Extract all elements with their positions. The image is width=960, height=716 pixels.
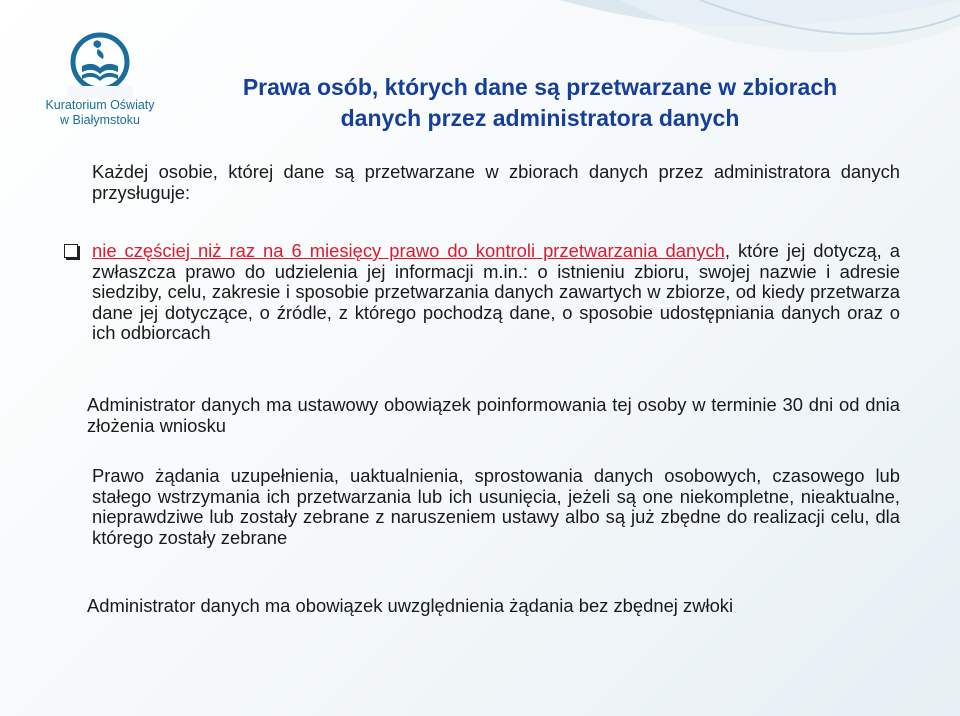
checkbox-bullet-icon: [64, 244, 78, 258]
logo-text-line2: w Białymstoku: [60, 113, 140, 127]
admin-final-paragraph: Administrator danych ma obowiązek uwzględnienia żądania bez zbędnej zwłoki: [87, 595, 734, 616]
page-title: [190, 72, 890, 134]
kuratorium-emblem-icon: [65, 32, 135, 98]
intro-paragraph: Każdej osobie, której dane są przetwarzane w zbiorach danych przez administratora danych przysługuje:: [92, 161, 900, 203]
bullet-item: [92, 241, 900, 344]
logo-text-line1: Kuratorium Oświaty: [45, 98, 155, 112]
rights-paragraph: Prawo żądania uzupełnienia, uaktualnienia, sprostowania danych osobowych, czasowego lub stałego wstrzymania ich przetwarzania lub ich usunięcia, jeżeli są one niekompletne, nieaktualne, nieprawdziwe lub zostały zebrane z naruszeniem ustawy albo są już zbędne do realizacji celu, dla którego zostały zebrane: [92, 465, 900, 548]
title-line2: danych przez administratora danych: [340, 105, 740, 131]
admin-duty-paragraph: Administrator danych ma ustawowy obowiązek poinformowania tej osoby w terminie 30 dni od dnia złożenia wniosku: [87, 394, 900, 436]
highlighted-right: nie częściej niż raz na 6 miesięcy prawo do kontroli przetwarzania danych: [92, 240, 725, 261]
logo: [30, 32, 170, 128]
item-rest-text: , które jej dotyczą, a zwłaszcza prawo do udzielenia jej informacji m.in.: o istnieniu zbioru, swojej nazwie i adresie siedziby, celu, zakresie i sposobie przetwarzania danych zawartych w zbiorze, od kiedy przetwarza dane jej dotyczące, o źródle, z którego pochodzą dane, o sposobie udostępniania danych oraz o ich odbiorcach: [92, 240, 900, 344]
title-line1: Prawa osób, których dane są przetwarzane w zbiorach: [242, 74, 838, 100]
